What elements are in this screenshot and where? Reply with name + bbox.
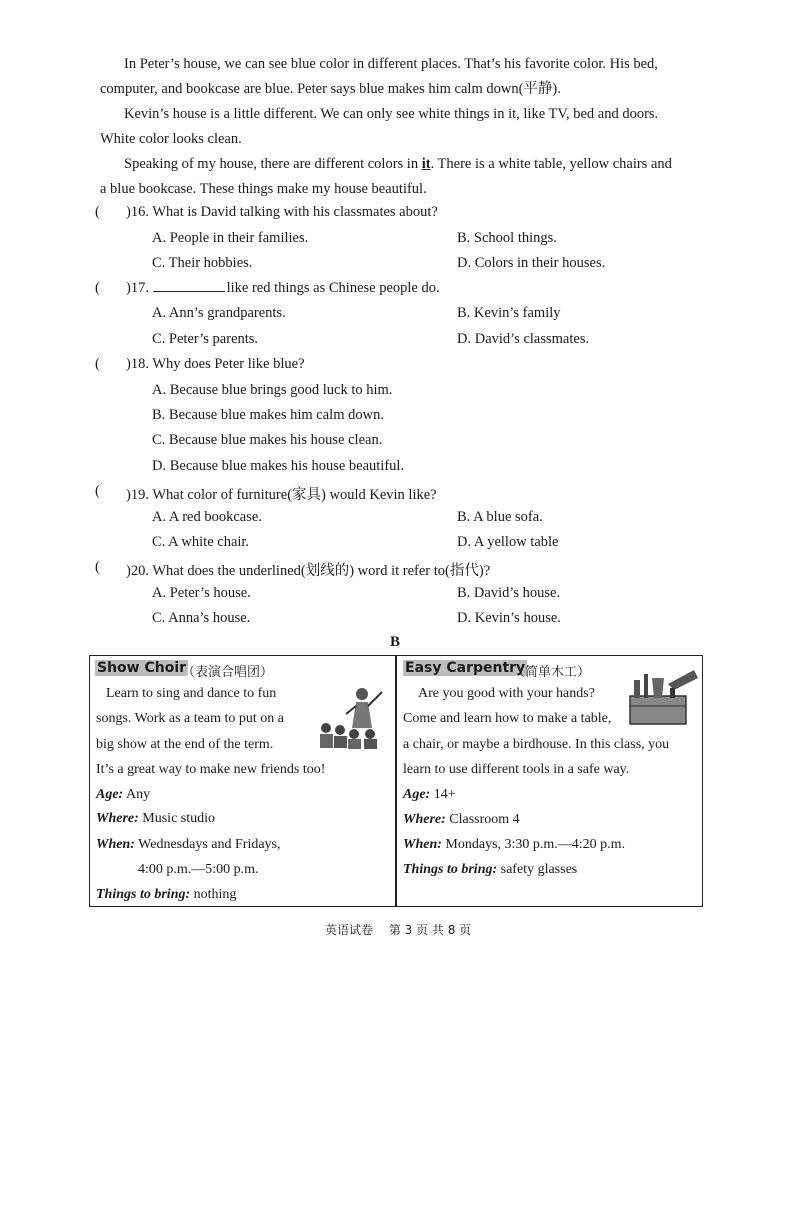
ad-text-line: It’s a great way to make new friends too! bbox=[96, 762, 326, 777]
ad-where-row bbox=[403, 812, 520, 828]
answer-paren[interactable]: ( bbox=[95, 204, 100, 220]
ad-bring-row bbox=[403, 862, 577, 878]
option-d: D. David’s classmates. bbox=[457, 331, 590, 347]
fill-blank[interactable] bbox=[153, 290, 225, 292]
option-c: C. Their hobbies. bbox=[152, 255, 253, 271]
option-b: B. David’s house. bbox=[457, 585, 561, 601]
ad-text-line: a chair, or maybe a birdhouse. In this class, you bbox=[403, 737, 670, 752]
field-label: Things to bring: bbox=[403, 862, 498, 877]
field-value: 4:00 p.m.—5:00 p.m. bbox=[138, 862, 259, 877]
question-17 bbox=[126, 280, 440, 297]
column-divider bbox=[395, 656, 397, 906]
option-d: D. Because blue makes his house beautiful. bbox=[152, 458, 405, 474]
passage-line: Kevin’s house is a little different. We can only see white things in it, like TV, bed and doors. bbox=[124, 106, 659, 122]
passage-line: In Peter’s house, we can see blue color in different places. That’s his favorite color. His bed, bbox=[124, 56, 658, 72]
question-19: )19. What color of furniture(家具) would Kevin like? bbox=[126, 487, 437, 503]
option-c: C. Anna’s house. bbox=[152, 610, 251, 626]
field-label: Where: bbox=[403, 812, 446, 827]
option-c: C. A white chair. bbox=[152, 534, 250, 550]
option-b: B. Kevin’s family bbox=[457, 305, 561, 321]
passage-line: a blue bookcase. These things make my house beautiful. bbox=[100, 181, 427, 197]
ad-subtitle: （表演合唱团） bbox=[182, 665, 274, 680]
passage-text: . There is a white table, yellow chairs and bbox=[430, 156, 672, 172]
answer-paren[interactable]: ( bbox=[95, 559, 100, 575]
question-16: )16. What is David talking with his classmates about? bbox=[126, 204, 438, 220]
ad-where-row bbox=[96, 811, 215, 827]
option-b: B. A blue sofa. bbox=[457, 509, 543, 525]
passage-paragraph-3 bbox=[100, 152, 700, 202]
option-a: A. People in their families. bbox=[152, 230, 309, 246]
ad-when-row bbox=[403, 837, 625, 853]
field-value: Music studio bbox=[142, 811, 216, 826]
answer-paren[interactable]: ( bbox=[95, 356, 100, 372]
question-text: like red things as Chinese people do. bbox=[226, 280, 440, 296]
ad-age-row bbox=[403, 787, 456, 803]
field-label: When: bbox=[403, 837, 442, 852]
toolbox-illustration-icon bbox=[624, 666, 700, 728]
field-value: nothing bbox=[193, 887, 237, 902]
passage-text: Speaking of my house, there are different colors in bbox=[124, 156, 422, 172]
field-label: Things to bring: bbox=[96, 887, 191, 902]
option-c: C. Because blue makes his house clean. bbox=[152, 432, 383, 448]
field-value: Wednesdays and Fridays, bbox=[138, 837, 281, 852]
field-label: When: bbox=[96, 837, 135, 852]
passage-line: computer, and bookcase are blue. Peter says blue makes him calm down(平静). bbox=[100, 81, 561, 97]
ad-text-line: Are you good with your hands? bbox=[418, 686, 595, 701]
option-c: C. Peter’s parents. bbox=[152, 331, 259, 347]
field-label: Where: bbox=[96, 811, 139, 826]
field-value: Mondays, 3:30 p.m.—4:20 p.m. bbox=[445, 837, 626, 852]
option-d: D. Kevin’s house. bbox=[457, 610, 561, 626]
ad-text-line: Learn to sing and dance to fun bbox=[106, 686, 277, 701]
option-a: A. Because blue brings good luck to him. bbox=[152, 382, 393, 398]
option-a: A. Peter’s house. bbox=[152, 585, 251, 601]
field-value: 14+ bbox=[433, 787, 456, 802]
ad-when-row bbox=[96, 837, 281, 853]
passage-paragraph-1 bbox=[100, 52, 700, 102]
option-d: D. A yellow table bbox=[457, 534, 559, 550]
page-footer: 英语试卷 第 3 页 共 8 页 bbox=[325, 923, 472, 937]
ad-bring-row bbox=[96, 887, 236, 903]
option-b: B. Because blue makes him calm down. bbox=[152, 407, 384, 423]
passage-line: White color looks clean. bbox=[100, 131, 242, 147]
ad-title-show-choir: Show Choir bbox=[97, 660, 187, 676]
ad-title-easy-carpentry: Easy Carpentry bbox=[405, 660, 526, 676]
option-a: A. A red bookcase. bbox=[152, 509, 262, 525]
field-value: Any bbox=[125, 787, 151, 802]
question-20: )20. What does the underlined(划线的) word it refer to(指代)? bbox=[126, 563, 491, 579]
ad-subtitle: （简单木工） bbox=[512, 665, 591, 680]
ad-text-line: learn to use different tools in a safe way. bbox=[403, 762, 630, 777]
field-value: Classroom 4 bbox=[449, 812, 520, 827]
passage-line bbox=[100, 152, 700, 177]
section-heading: B bbox=[390, 634, 401, 650]
underlined-word: it bbox=[421, 156, 431, 172]
ad-text-line: big show at the end of the term. bbox=[96, 737, 274, 752]
ads-table bbox=[89, 655, 703, 907]
option-d: D. Colors in their houses. bbox=[457, 255, 606, 271]
answer-paren[interactable]: ( bbox=[95, 280, 100, 296]
field-value: safety glasses bbox=[500, 862, 578, 877]
question-text: )17. bbox=[126, 280, 153, 296]
ad-text-line: Come and learn how to make a table, bbox=[403, 711, 612, 726]
ad-age-row bbox=[96, 787, 150, 803]
option-a: A. Ann’s grandparents. bbox=[152, 305, 286, 321]
option-b: B. School things. bbox=[457, 230, 557, 246]
passage-paragraph-2 bbox=[100, 102, 700, 152]
choir-illustration-icon bbox=[318, 684, 390, 752]
field-label: Age: bbox=[403, 787, 431, 802]
ad-text-line: songs. Work as a team to put on a bbox=[96, 711, 284, 726]
field-label: Age: bbox=[96, 787, 124, 802]
question-18: )18. Why does Peter like blue? bbox=[126, 356, 305, 372]
answer-paren[interactable]: ( bbox=[95, 483, 100, 499]
